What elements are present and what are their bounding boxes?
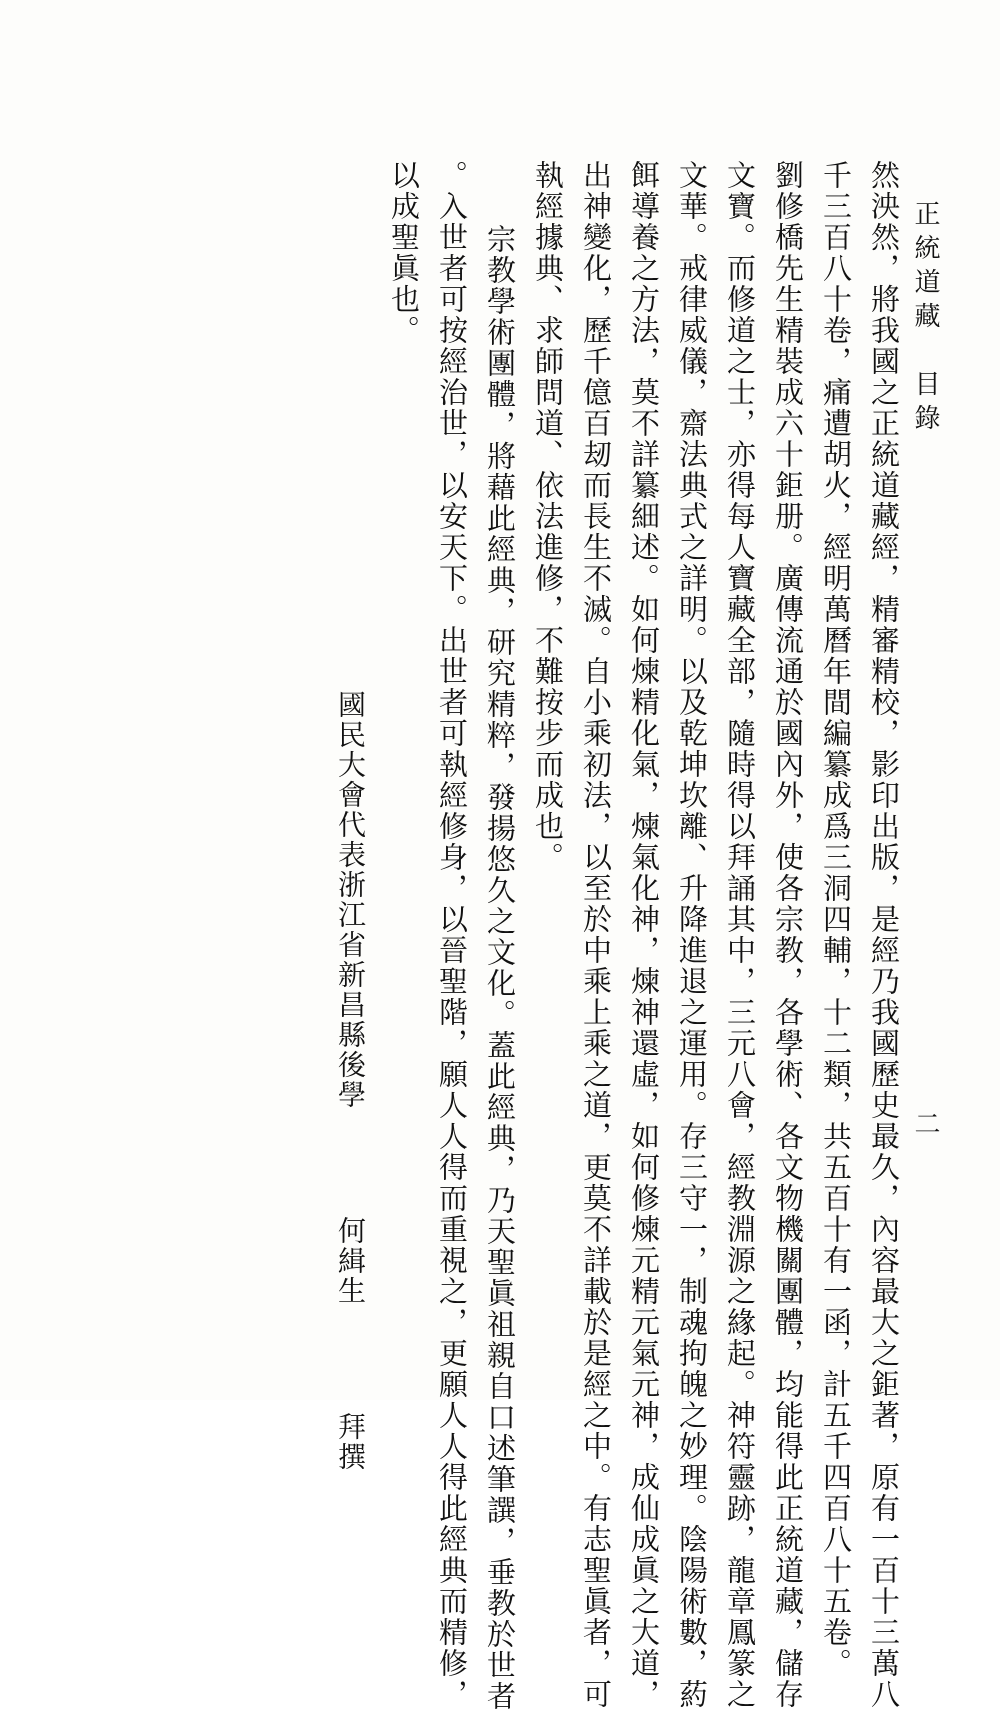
body-line-9: 宗教學術團體，將藉此經典，研究精粹，發揚悠久之文化。蓋此經典，乃天聖眞祖親自口述筆譔，垂教於世者 — [483, 224, 517, 1712]
page-number: 二 — [910, 1110, 940, 1138]
running-header-title: 正統道藏 目錄 — [910, 200, 940, 438]
body-line-3: 劉修橋先生精裝成六十鉅册。廣傳流通於國內外，使各宗教，各學術、各文物機關團體，均能得此正統道藏，儲存 — [771, 160, 805, 1710]
signature-name: 何緝生 — [334, 1216, 367, 1306]
body-line-8: 執經據典、求師問道、依法進修，不難按步而成也。 — [531, 160, 565, 873]
body-line-11: 以成聖眞也。 — [387, 160, 421, 346]
body-line-7: 出神變化，歷千億百刼而長生不滅。自小乘初法，以至於中乘上乘之道，更莫不詳載於是經之中。有志聖眞者，可 — [579, 160, 613, 1710]
body-line-6: 餌導養之方法，莫不詳纂細述。如何煉精化氣，煉氣化神，煉神還虛，如何修煉元精元氣元神，成仙成眞之大道， — [627, 160, 661, 1710]
body-line-4: 文寶。而修道之士，亦得每人寶藏全部，隨時得以拜誦其中，三元八會，經教淵源之緣起。神符靈跡，龍章鳳篆之 — [723, 160, 757, 1710]
body-line-1: 然泱然，將我國之正統道藏經，精審精校，影印出版，是經乃我國歷史最久，內容最大之鉅著，原有一百十三萬八 — [867, 160, 901, 1710]
signature-closing: 拜撰 — [334, 1412, 367, 1472]
body-line-10: 。入世者可按經治世，以安天下。出世者可執經修身，以晉聖階，願人人得而重視之，更願人人得此經典而精修， — [435, 160, 469, 1710]
signature-block — [330, 690, 370, 1472]
body-line-5: 文華。戒律威儀，齋法典式之詳明。以及乾坤坎離、升降進退之運用。存三守一，制魂拘魄之妙理。陰陽術數，葯 — [675, 160, 709, 1710]
body-line-2: 千三百八十卷，痛遭胡火，經明萬曆年間編纂成爲三洞四輔，十二類，共五百十有一函，計五千四百八十五卷。 — [819, 160, 853, 1679]
signature-affiliation: 國民大會代表浙江省新昌縣後學 — [334, 690, 367, 1110]
